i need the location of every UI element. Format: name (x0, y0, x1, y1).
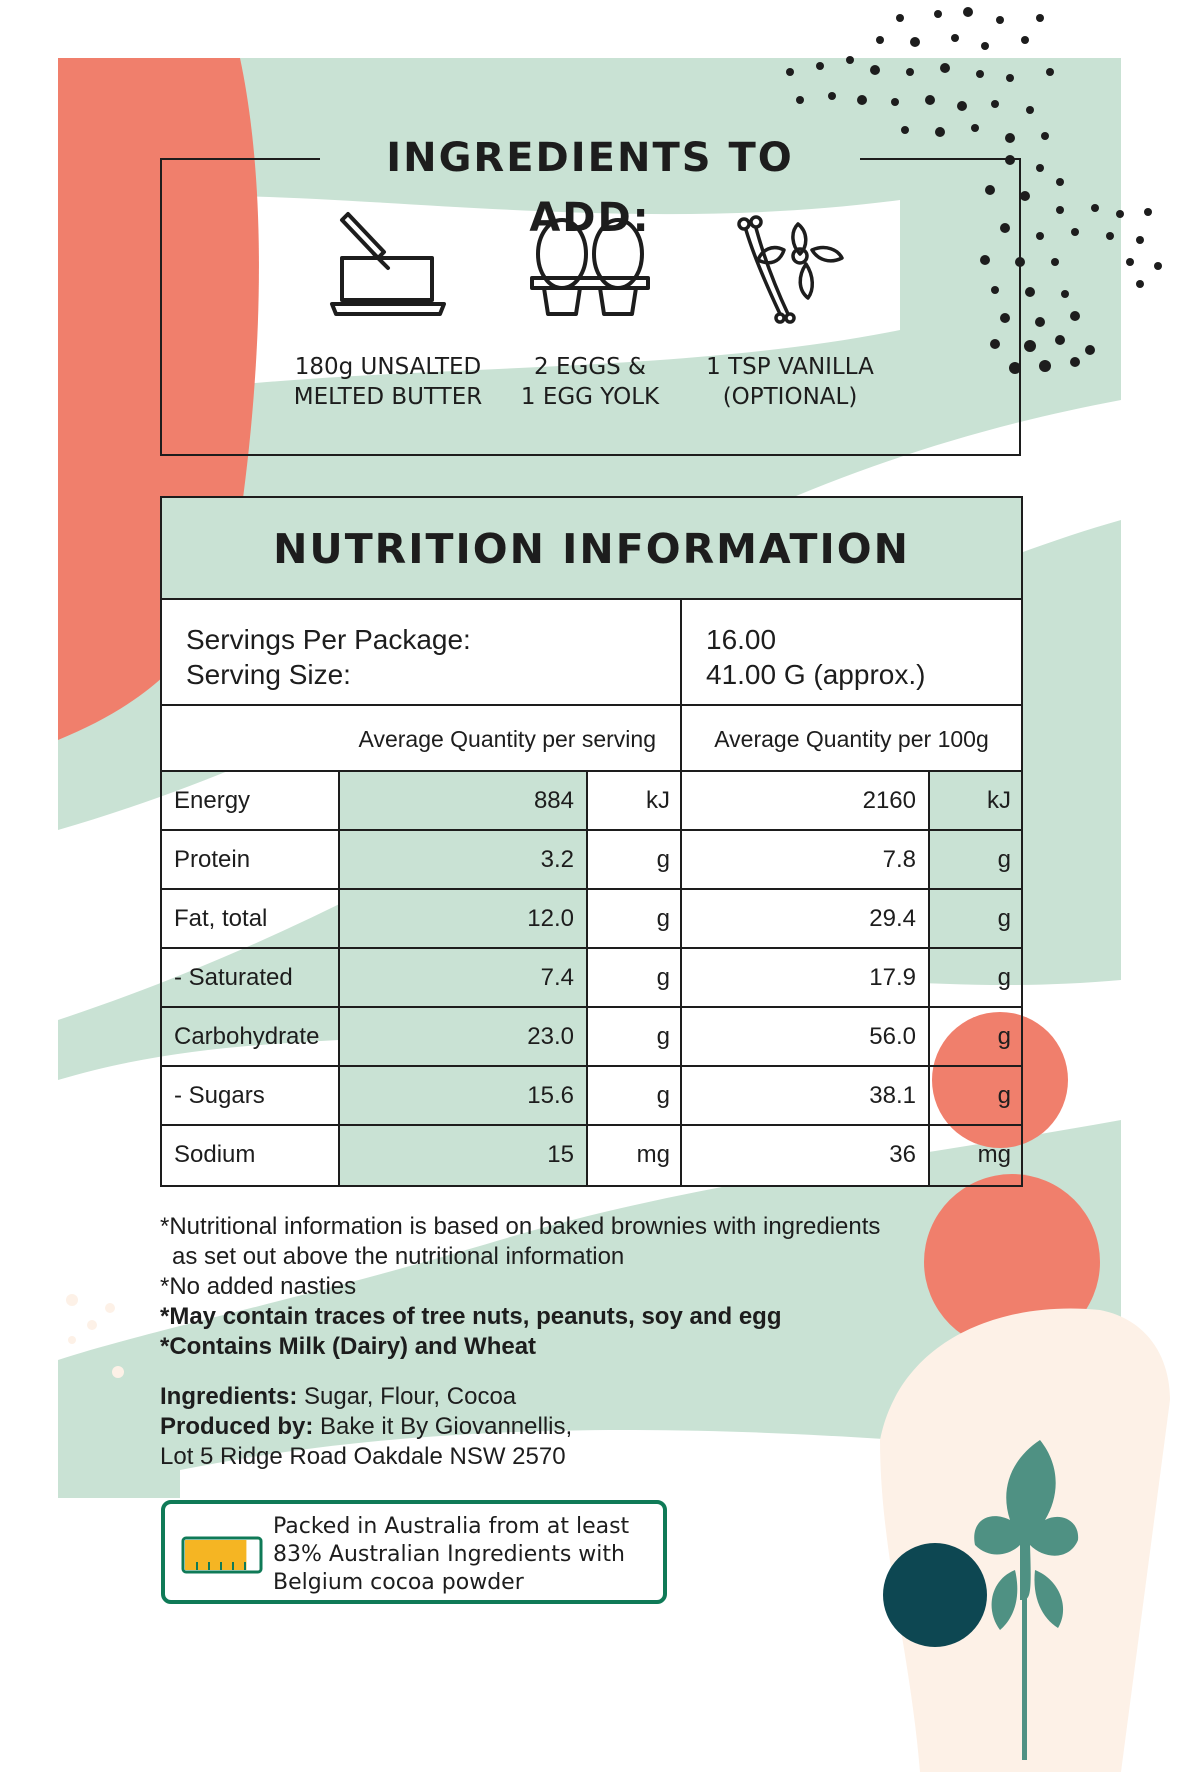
ingredients-info (160, 1382, 800, 1472)
nutrition-notes (160, 1212, 950, 1362)
note-line: *No added nasties (160, 1273, 357, 1300)
header-per-serving: Average Quantity per serving (162, 706, 682, 770)
per-serving-unit: g (588, 831, 682, 888)
per-serving-value: 12.0 (340, 890, 588, 947)
produced-by-value: Bake it By Giovannellis, (320, 1413, 573, 1440)
servings-values (682, 600, 1021, 704)
per-serving-unit: g (588, 949, 682, 1006)
per-100g-value: 29.4 (682, 890, 930, 947)
ingredients-value: Sugar, Flour, Cocoa (304, 1383, 517, 1410)
vanilla-icon (730, 210, 850, 328)
nutrient-name: Carbohydrate (162, 1008, 340, 1065)
dark-teal-circle (883, 1543, 987, 1647)
table-row (162, 949, 1021, 1008)
butter-icon (328, 210, 448, 328)
eggs-icon (530, 210, 650, 328)
ingredient-eggs (480, 210, 700, 412)
nutrient-name: - Sugars (162, 1067, 340, 1124)
allergen-warning: *Contains Milk (Dairy) and Wheat (160, 1333, 537, 1360)
servings-labels (162, 600, 682, 704)
per-100g-unit: g (997, 1023, 1011, 1050)
servings-per-package-value: 16.00 (706, 624, 777, 655)
per-100g-value: 56.0 (682, 1008, 930, 1065)
per-100g-value: 36 (682, 1126, 930, 1185)
servings-row (162, 600, 1021, 706)
per-100g-unit: g (997, 964, 1011, 991)
per-100g-value: 7.8 (682, 831, 930, 888)
quantity-header-row (162, 706, 1021, 772)
nutrition-table (160, 496, 1023, 1187)
badge-line: Packed in Australia from at least (273, 1514, 630, 1539)
produced-by-label: Produced by: (160, 1413, 314, 1440)
badge-text (273, 1513, 663, 1597)
nutrition-title: NUTRITION INFORMATION (162, 498, 1021, 600)
note-line: *Nutritional information is based on baked brownies with ingredients (160, 1213, 881, 1240)
nutrient-name: Fat, total (162, 890, 340, 947)
table-row (162, 1126, 1021, 1185)
per-100g-value: 38.1 (682, 1067, 930, 1124)
per-100g-unit: kJ (987, 787, 1011, 814)
per-100g-unit: g (997, 846, 1011, 873)
produced-by-line (160, 1412, 800, 1442)
per-100g-value: 17.9 (682, 949, 930, 1006)
badge-line: Belgium cocoa powder (273, 1570, 524, 1595)
ingredient-vanilla (680, 210, 900, 412)
serving-size-value: 41.00 G (approx.) (706, 659, 926, 690)
ingredient-butter (278, 210, 498, 412)
per-serving-value: 15 (340, 1126, 588, 1185)
serving-size-label: Serving Size: (186, 659, 351, 690)
per-100g-unit: g (997, 905, 1011, 932)
table-row (162, 831, 1021, 890)
ingredient-butter-label: 180g UNSALTED MELTED BUTTER (293, 354, 483, 410)
per-serving-value: 7.4 (340, 949, 588, 1006)
nutrient-name: Energy (162, 772, 340, 829)
ingredients-label: Ingredients: (160, 1383, 298, 1410)
leaf-stem (1022, 1560, 1027, 1760)
nutrient-name: Sodium (162, 1126, 340, 1185)
ingredient-vanilla-label: 1 TSP VANILLA (OPTIONAL) (706, 354, 874, 410)
nutrient-name: Protein (162, 831, 340, 888)
australian-made-badge (161, 1500, 667, 1604)
table-row (162, 1067, 1021, 1126)
nutrient-name: - Saturated (162, 949, 340, 1006)
allergen-warning: *May contain traces of tree nuts, peanuts, soy and egg (160, 1303, 782, 1330)
per-serving-unit: g (588, 890, 682, 947)
per-100g-unit: g (997, 1082, 1011, 1109)
ingredients-line (160, 1382, 800, 1412)
note-line: as set out above the nutritional information (172, 1243, 625, 1270)
table-row (162, 772, 1021, 831)
per-serving-value: 884 (340, 772, 588, 829)
per-100g-value: 2160 (682, 772, 930, 829)
ingredient-eggs-label: 2 EGGS & 1 EGG YOLK (520, 354, 660, 410)
ingredients-title: INGREDIENTS TO ADD: (320, 128, 860, 188)
producer-address: Lot 5 Ridge Road Oakdale NSW 2570 (160, 1443, 566, 1470)
table-row (162, 890, 1021, 949)
per-serving-unit: mg (588, 1126, 682, 1185)
australian-content-bar-icon (181, 1536, 263, 1574)
servings-per-package-label: Servings Per Package: (186, 624, 471, 655)
per-serving-unit: g (588, 1067, 682, 1124)
per-serving-value: 3.2 (340, 831, 588, 888)
table-row (162, 1008, 1021, 1067)
per-serving-value: 15.6 (340, 1067, 588, 1124)
per-serving-unit: g (588, 1008, 682, 1065)
badge-line: 83% Australian Ingredients with (273, 1542, 625, 1567)
per-serving-value: 23.0 (340, 1008, 588, 1065)
header-per-100g: Average Quantity per 100g (714, 726, 989, 752)
per-100g-unit: mg (977, 1141, 1011, 1168)
per-serving-unit: kJ (588, 772, 682, 829)
